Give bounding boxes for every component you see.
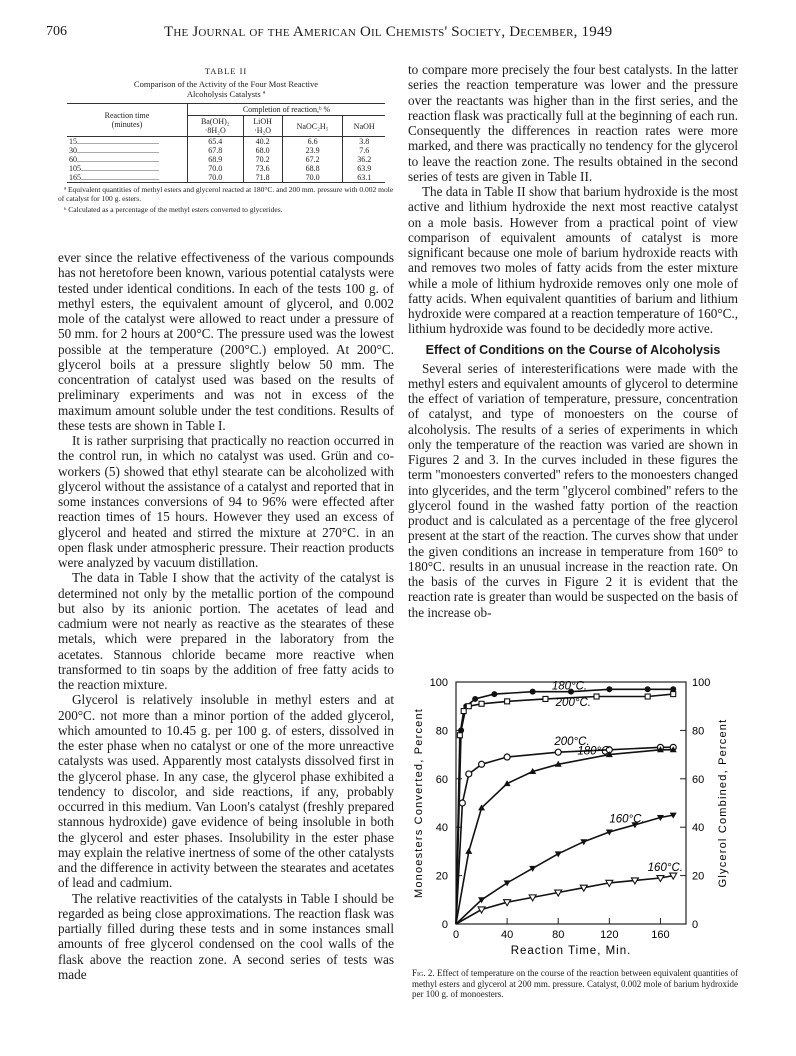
figure-caption bbox=[412, 968, 738, 1000]
series-line bbox=[456, 694, 673, 924]
table-row: 30......................................... 67.8 68.0 23.9 7.6 bbox=[67, 146, 385, 155]
data-point bbox=[543, 696, 548, 701]
paragraph: Several series of interesterifications were made with the methyl esters and equivalent amounts of glycerol to determine the effect of variation of temperature, pressure, concentration of catalyst, and type of monoesters on the course of alcoholysis. The results of a series of experiments in which only the temperature of the reaction was varied are shown in Figures 2 and 3. In the curves included in these figures the term ''monoesters converted'' refers to the monoesters changed into glycerides, and the term ''glycerol combined'' refers to the glycerol found in the washed fatty portion of the reaction product and is calculated as a percentage of the free glycerol present at the start of the reaction. The curves show that under the given conditions an increase in temperature from 160° to 180°C. results in an unusual increase in the reaction rate. On the basis of the curves in Figure 2 it is evident that the reaction rate is greater than would be suspected on the basis of the increase ob- bbox=[408, 360, 738, 620]
y-tick-label-right: 100 bbox=[692, 677, 711, 689]
x-tick-label: 0 bbox=[452, 929, 460, 941]
left-column bbox=[58, 60, 394, 982]
x-tick-label: 40 bbox=[500, 929, 514, 941]
series-line bbox=[456, 747, 673, 924]
data-point bbox=[461, 709, 466, 714]
series-label: 160°C. bbox=[647, 861, 683, 874]
y-tick-label-right: 60 bbox=[692, 773, 705, 786]
plot-frame bbox=[456, 682, 686, 924]
series-line bbox=[456, 876, 673, 924]
y-axis-label-left: Monoesters Converted, Percent bbox=[413, 707, 425, 899]
table-row: 105....................................... 70.0 73.6 68.8 63.9 bbox=[67, 164, 385, 173]
x-tick-label: 120 bbox=[600, 929, 619, 941]
table-subtitle bbox=[58, 79, 394, 99]
x-tick-label: 80 bbox=[552, 929, 565, 941]
paragraph: It is rather surprising that practically no reaction occurred in the control run, in which no catalyst was used. Grün and co-workers (5) showed that ethyl stearate can be alcoholized with glycerol without the assistance of a catalyst and reported that in some instances conversions of 94 to 96% were effected after reaction times of 15 hours. However they used an excess of glycerol and heated and stirred the mixture at 270°C. in an open flask under atmospheric pressure. Their reaction products were analyzed by vacuum distillation. bbox=[58, 433, 394, 570]
table-footnote-b: ᵇ Calculated as a percentage of the methyl esters converted to glycerides. bbox=[64, 205, 283, 214]
series-line bbox=[456, 689, 673, 924]
data-point bbox=[504, 754, 510, 760]
col-header-naoc2h5: NaOC₂H₅ bbox=[282, 116, 343, 137]
y-tick-label-right: 20 bbox=[692, 870, 705, 883]
data-point bbox=[671, 692, 676, 697]
table-ii bbox=[67, 103, 385, 183]
col-header-lioh: LiOH ·H₂O bbox=[243, 116, 282, 137]
y-tick-label-left: 100 bbox=[429, 677, 448, 689]
page-header bbox=[46, 24, 751, 44]
col-header-baoh: Ba(OH)₂ ·8H₂O bbox=[188, 116, 244, 137]
y-tick-label-right: 80 bbox=[692, 725, 705, 738]
table-row: 165....................................... 70.0 71.8 70.0 63.1 bbox=[67, 173, 385, 183]
y-axis-label-right: Glycerol Combined, Percent bbox=[717, 718, 729, 888]
table-row: 60......................................... 68.9 70.2 67.2 36.2 bbox=[67, 155, 385, 164]
y-tick-label-left: 40 bbox=[435, 822, 448, 835]
section-heading: Effect of Conditions on the Course of Alcoholysis bbox=[425, 342, 721, 357]
data-point bbox=[472, 696, 478, 702]
table-subtitle-line-2: Alcoholysis Catalysts ª bbox=[186, 89, 266, 99]
y-tick-label-right: 40 bbox=[692, 822, 705, 835]
data-point bbox=[479, 761, 485, 767]
figure-number: Fig. 2. bbox=[412, 968, 435, 978]
y-tick-label-left: 20 bbox=[435, 870, 448, 883]
column-group-header: Completion of reaction,ᵇ % bbox=[188, 104, 386, 116]
paragraph: Glycerol is relatively insoluble in methyl esters and at 200°C. not more than a minor portion of the added glycerol, which amounted to 10.45 g. per 100 g. of esters, dissolved in the ester phase when no catalyst or one of the more unreactive catalysts was used. Apparently most catalysts dissolved first in the glycerol phase. In any case, the glycerol phase exhibited a tendency to discolor, and side reactions, if any, probably occurred in this medium. Van Loon's catalyst (freshly prepared stannous hydroxide) gave evidence of being insoluble in both the glycerol and ester phases. Insolubility in the ester phase may explain the relative inertness of some of the other catalysts and the difference in activity between the stearates and acetates of lead and cadmium. bbox=[58, 692, 394, 891]
right-body-2 bbox=[408, 361, 738, 620]
series-label: 200°C. bbox=[554, 735, 590, 748]
series-label: 160°C. bbox=[609, 813, 645, 826]
paragraph: The data in Table I show that the activity of the catalyst is determined not only by the metallic portion of the compound but also by its anionic portion. The acetates of lead and cadmium were not nearly as reactive as the stearates of these metals, which were prepared in the laboratory from the acetates. Stannous chloride became more reactive when transformed to tin soaps by the addition of free fatty acids to the reaction mixture. bbox=[58, 570, 394, 692]
figure-2-chart bbox=[408, 672, 738, 968]
y-tick-label-right: 0 bbox=[692, 919, 699, 931]
x-tick-label: 160 bbox=[651, 929, 670, 941]
figure-caption-text: Effect of temperature on the course of the reaction between equivalent quantities of methyl esters and glycerol at 200 mm. pressure. Catalyst, 0.002 mole of barium hydroxide per 100 g. of monoesters. bbox=[412, 968, 738, 999]
data-point bbox=[530, 689, 536, 695]
table-title: TABLE II bbox=[204, 66, 248, 76]
paragraph: The data in Table II show that barium hydroxide is the most active and lithium hydroxide the next most reactive catalyst on a mole basis. However from a practical point of view comparison of equivalent amounts of catalyst is more significant because one mole of barium hydroxide reacts with and removes two moles of fatty acids from the ester mixture while a mole of lithium hydroxide removes only one mole of fatty acids. When equivalent quantities of barium and lithium hydroxide were compared at a reaction temperature of 160°C., lithium hydroxide was found to be decidedly more active. bbox=[408, 184, 738, 337]
series-label: 200°C. bbox=[555, 697, 591, 710]
series-label: 180°C. bbox=[577, 745, 613, 758]
data-point bbox=[505, 699, 510, 704]
series-label: 180°C. bbox=[551, 680, 588, 693]
series-line bbox=[456, 750, 673, 924]
data-point bbox=[465, 848, 472, 854]
data-point bbox=[606, 686, 612, 692]
col-header-naoh: NaOH bbox=[343, 116, 385, 137]
x-axis-label: Reaction Time, Min. bbox=[510, 945, 632, 957]
left-body bbox=[58, 250, 394, 982]
data-point bbox=[555, 749, 561, 755]
data-point bbox=[478, 907, 485, 913]
table-footnote-a: ª Equivalent quantities of methyl esters and glycerol reacted at 180°C. and 200 mm. pressure with 0.002 mole of catalyst for 100 g. esters. bbox=[58, 185, 394, 203]
data-point bbox=[645, 694, 650, 699]
data-point bbox=[459, 800, 465, 806]
paragraph: The relative reactivities of the catalysts in Table I should be regarded as being close approximations. The reaction flask was partially filled during these tests and in some instances small amounts of free glycerol condensed on the cool walls of the flask above the reaction zone. A second series of tests was made bbox=[58, 890, 394, 982]
journal-title: The Journal of the American Oil Chemists' Society, December, 1949 bbox=[164, 24, 613, 40]
right-body bbox=[408, 62, 738, 337]
data-point bbox=[457, 733, 462, 738]
row-header-line-1: Reaction time bbox=[104, 111, 150, 120]
right-column bbox=[408, 60, 738, 620]
paragraph: ever since the relative effectiveness of the various compounds has not heretofore been known, various potential catalysts were tested under identical conditions. In each of the tests 100 g. of methyl esters, the equivalent amount of glycerol, and 0.002 mole of the catalyst were allowed to react under a pressure of 50 mm. for 2 hours at 200°C. The pressure used was the lowest possible at the temperature (200°C.) employed. At 200°C. glycerol boils at a pressure slightly below 50 mm. The concentration of catalyst used was based on the results of preliminary experiments and was not in excess of the maximum amount soluble under the test conditions. Results of these tests are shown in Table I. bbox=[58, 250, 394, 433]
row-header-line-2: (minutes) bbox=[111, 120, 143, 129]
page-number: 706 bbox=[46, 24, 67, 39]
table-subtitle-line-1: Comparison of the Activity of the Four Most Reactive bbox=[133, 79, 319, 89]
y-tick-label-left: 60 bbox=[435, 773, 448, 786]
data-point bbox=[645, 686, 651, 692]
data-point bbox=[466, 771, 472, 777]
paragraph: to compare more precisely the four best catalysts. In the latter series the reaction temperature was lower and the pressure over the reactants was higher than in the first series, and the reaction flask was practically full at the beginning of each run. Consequently the differences in reaction rates were more marked, and there was practically no tendency for the glycerol to leave the reaction zone. The results obtained in the second series of tests are given in Table II. bbox=[408, 62, 738, 184]
row-header bbox=[67, 104, 188, 137]
data-point bbox=[479, 701, 484, 706]
data-point bbox=[491, 691, 497, 697]
y-tick-label-left: 80 bbox=[435, 725, 448, 738]
y-tick-label-left: 0 bbox=[441, 919, 448, 931]
data-point bbox=[466, 704, 471, 709]
table-row: 15......................................... 65.4 40.2 6.6 3.8 bbox=[67, 137, 385, 147]
data-point bbox=[594, 694, 599, 699]
